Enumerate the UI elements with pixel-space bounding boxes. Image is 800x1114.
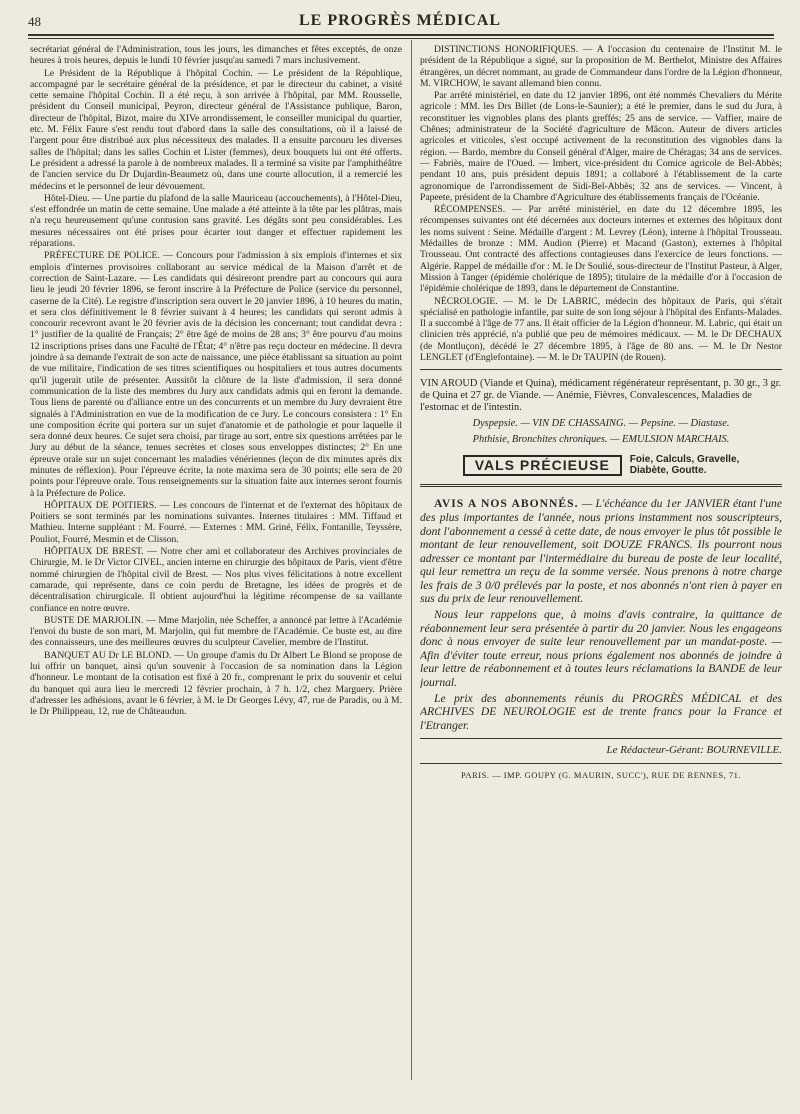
right-column (420, 44, 782, 1094)
editor-signature: Le Rédacteur-Gérant: BOURNEVILLE. (606, 744, 782, 757)
left-paragraph: PRÉFECTURE DE POLICE. — Concours pour l'admission à six emplois d'internes et six emplois d'internes provisoires collaborant au service médical de la Maison d'arrêt et de correction de Saint-Lazare. — Les candidats qui désireront prendre part au concours qui aura lieu le jeudi 20 février 1896, se feront inscrire à la Préfecture de Police (service du personnel, caserne de la Cité). Le registre d'inscription sera ouvert le 20 janvier 1896, à 10 heures du matin, et sera clos définitivement le 8 février suivant à 4 heures; les candidats qui seront admis à concourir recevront avant le 20 février avis de la décision les concernant; tout candidat devra : 1° justifier de la qualité de Français; 2° être âgé de moins de 28 ans; 3° être pourvu d'au moins 12 inscriptions prises dans une Faculté de l'État; 4° n'être pas reçu docteur en médecine. Il devra joindre à sa demande l'extrait de son acte de naissance, une pièce établissant sa situation au point de vue militaire, l'indication de ses titres scientifiques ou hospitaliers et tous autres documents qu'il jugerait utile de présenter. Aussitôt la clôture de la liste d'admission, il sera donné communication de la liste des membres du Jury aux candidats admis qui en feront la demande. Tous liens de parenté ou d'alliance entre un des concurrents et un membre du Jury devraient être signalés à l'Administration en vue de la modification de ce Jury. Le concours consistera : 1° En une composition écrite qui portera sur un sujet d'anatomie et de pathologie et pour laquelle il sera donné deux heures. Ce sujet sera choisi, par tirage au sort, entre six questions arrêtées par le Jury au début de la séance, tenues secrètes et closes sous enveloppes distinctes; 2° En une épreuve orale sur un sujet concernant les maladies vénériennes (leçon de dix minutes après dix minutes de réflexion). Pour l'épreuve écrite, la note maxima sera de 30 points; elle sera de 20 points pour l'épreuve orale. Tous renseignements sur la situation faite aux internes seront fournis à la Préfecture de Police. (30, 250, 402, 499)
left-paragraph: BUSTE DE MARJOLIN. — Mme Marjolin, née Scheffer, a annoncé par lettre à l'Académie l'envoi du buste de son mari, M. Marjolin, qui fut membre de l'Académie. Ce buste est, au dire des connaisseurs, une des meilleures œuvres du sculpteur Cavelier, membre de l'Institut. (30, 614, 402, 649)
running-title: LE PROGRÈS MÉDICAL (298, 12, 502, 29)
ad-block (420, 378, 782, 476)
vals-side-line-2: Diabète, Goutte. (629, 465, 707, 477)
right-paragraph: DISTINCTIONS HONORIFIQUES. — A l'occasion du centenaire de l'Institut M. le président de la République a signé, sur la proposition de M. Berthelot, Ministre des Affaires étrangères, un décret nommant, au grade de Commandeur dans l'ordre de la Légion d'honneur, M. VIRCHOW, le savant allemand bien connu. (420, 44, 782, 89)
left-paragraph: secrétariat général de l'Administration, tous les jours, les dimanches et fêtes exceptés, de onze heures à trois heures, depuis le lundi 10 février jusqu'au samedi 7 mars inclusivement. (30, 44, 402, 67)
vals-advert (420, 454, 782, 476)
vals-indications (630, 454, 740, 476)
ad-phthisie: Phthisie, Bronchites chroniques. — EMULSION MARCHAIS. (472, 434, 730, 446)
vals-side-line-1: Foie, Calculs, Gravelle, (629, 454, 740, 466)
column-divider (411, 40, 412, 1080)
notice-divider (420, 484, 782, 487)
vals-title: VALS PRÉCIEUSE (463, 455, 622, 476)
left-paragraph: Hôtel-Dieu. — Une partie du plafond de la salle Mauriceau (accouchements), à l'Hôtel-Dieu, s'est effondrée un matin de cette semaine. Une malade a été atteinte à la tête par les plâtras, mais n'a reçu heureusement qu'une contusion sans gravité. Les dégâts sont peu considérables. Les mesures nécessaires ont été prises pour écarter tout danger et effectuer rapidement les réparations. (30, 192, 402, 250)
left-paragraph: HÔPITAUX DE POITIERS. — Les concours de l'internat et de l'externat des hôpitaux de Poitiers se sont terminés par les nominations suivantes. Internes titulaires : MM. Tiffaud et Mathieu. Interne suppléant : M. Fourré. — Externes : MM. Griné, Félix, Fontanille, Teyssère, Pouliot, Fourré, Mesmin et de Clisson. (30, 499, 402, 545)
signature-divider (420, 738, 782, 739)
header-rule (28, 34, 774, 39)
right-paragraph: RÉCOMPENSES. — Par arrêté ministériel, en date du 12 décembre 1895, les récompenses suivantes ont été décernées aux docteurs internes et externes des hôpitaux dont les noms suivent : Seine. Médaille d'argent : M. Levrey (Léon), interne à l'hôpital Trousseau. Médailles de bronze : MM. Audion (Pierre) et Macand (Gaston), externes à l'hôpital Trousseau. Ont contracté des affections contagieuses dans l'exercice de leurs fonctions. — Algérie. Rappel de médaille d'or : M. le Dr Soulié, sous-directeur de l'Institut Pasteur, à Alger, Mission à Tanger (épidémie cholérique de 1895); titulaire de la médaille d'or à l'occasion de l'épidémie cholérique de 1893, dans le département de Constantine. (420, 204, 782, 295)
notice-paragraph-3: Le prix des abonnements réunis du PROGRÈS MÉDICAL et des ARCHIVES DE NEUROLOGIE est de trente francs pour la France et l'Etranger. (420, 691, 782, 732)
imprint-divider (420, 763, 782, 764)
ad-dyspepsie: Dyspepsie. — VIN DE CHASSAING. — Pepsine. — Diastase. (472, 418, 730, 430)
ad-divider (420, 369, 782, 370)
notice-paragraph-2: Nous leur rappelons que, à moins d'avis contraire, la quittance de réabonnement leur sera présentée à partir du 20 janvier. Nous les engageons donc à nous envoyer de suite leur renouvellement par un mandat-poste. — Afin d'éviter toute erreur, nous prions également nos abonnés de joindre à leur lettre de réabonnement et à toutes leurs réclamations la BANDE de leur journal. (420, 608, 782, 690)
subscriber-notice (420, 497, 782, 732)
right-paragraph: NÉCROLOGIE. — M. le Dr LABRIC, médecin des hôpitaux de Paris, qui s'était spécialisé en pathologie infantile, par suite de son long séjour à l'hôpital des Enfants-Malades. Il a succombé à l'âge de 77 ans. Il était officier de la Légion d'honneur. M. Labric, qui était un clinicien très apprécié, n'a publié que peu de mémoires médicaux. — M. le Dr DECHAUX (de Montluçon), décédé le 27 décembre 1895, à l'âge de 80 ans. — M. le Dr Nestor LENGLET (d'Englefontaine). — M. le Dr TAUPIN (de Rouen). (420, 295, 782, 364)
left-column (30, 44, 402, 1094)
right-paragraph: Par arrêté ministériel, en date du 12 janvier 1896, ont été nommés Chevaliers du Mérite agricole : MM. les Drs Billet (de Lons-le-Saunier); a été le premier, dans le sud du Jura, à reconstituer les vignobles plans des plants greffés; 25 ans de service. — Vaffier, maire de Chênes; administrateur de la Société d'agriculture de Mâcon. Auteur de divers articles agricoles et viticoles, s'est occupé activement de la reconstitution des vignobles dans la région. — Bardo, membre du Conseil général d'Alger, maire de Chéragas; 34 ans de services. — Fabriès, maire de l'Oued. — Imbert, vice-président du Comice agricole de Bel-Abbès; pendant 10 ans, puis président depuis 1891; a collaboré à l'établissement de la carte agronomique de l'arrondissement de Sidi-Bel-Abbès; 32 ans de services. — Vincent, à Papeete, président de la Chambre d'Agriculture des établissements français de l'Océanie. (420, 90, 782, 203)
page-number: 48 (28, 14, 41, 29)
left-paragraph: BANQUET AU Dr LE BLOND. — Un groupe d'amis du Dr Albert Le Blond se propose de lui offrir un banquet, ainsi qu'un souvenir à l'occasion de sa nomination dans la Légion d'honneur. Le montant de la cotisation est fixé à 20 fr., comprenant le prix du souvenir et celui du banquet qui aura lieu le mercredi 12 février prochain, à 7 h. 1/2, chez Marguery. Prière d'adresser les adhésions, avant le 6 février, à M. le Dr Georges Lévy, 47, rue de Paradis, ou à M. le Dr Philippeau, 12, rue de Châteaudun. (30, 649, 402, 718)
left-paragraph: HÔPITAUX DE BREST. — Notre cher ami et collaborateur des Archives provinciales de Chirurgie, M. le Dr Victor CIVEL, ancien interne en chirurgie des hôpitaux de Paris, vient d'être nommé chirurgien de l'hôpital civil de Brest. — Nos plus vives félicitations à notre excellent camarade, qui représente, dans ce coin perdu de Bretagne, les idées de progrès et de décentralisation chirurgicale. Il obtient aujourd'hui la légitime récompense de sa vaillante confiance en notre œuvre. (30, 546, 402, 614)
printer-imprint: PARIS. — IMP. GOUPY (G. MAURIN, SUCC'), RUE DE RENNES, 71. (461, 769, 741, 780)
left-paragraph: Le Président de la République à l'hôpital Cochin. — Le président de la République, accompagné par le secrétaire général de la présidence, et par le directeur du cabinet, a visité cette semaine l'hôpital Cochin. Il a été reçu, à son arrivée à l'hôpital, par MM. Rousselle, président du Conseil municipal, Peyron, directeur général de l'Assistance publique, Baron, directeur de l'hôpital, Bizot, maire du XIVe arrondissement, le conseiller municipal du quartier, etc. M. Félix Faure s'est rendu tout d'abord dans la salle des consultations, où il a laissé de l'argent pour être distribué aux plus nécessiteux des malades. Il a ensuite parcouru les diverses salles de l'hôpital; dans les salles Cochin et Lister (femmes), deux bouquets lui ont été offerts. Le président a adressé la parole à de nombreux malades. Il a terminé sa visite par l'amphithéâtre de l'ancien service du Dr Dujardin-Beaumetz où, dans une courte allocution, il a remercié les médecins et le personnel de leur dévouement. (30, 67, 402, 192)
ad-vin-aroud: VIN AROUD (Viande et Quina), médicament régénérateur représentant, p. 30 gr., 3 gr. de Quina et 27 gr. de Viande. — Anémie, Fièvres, Convalescences, Maladies de l'estomac et de l'intestin. (420, 378, 782, 414)
notice-paragraph-1 (420, 497, 782, 606)
notice-text-1: — L'échéance du 1er JANVIER étant l'une des plus importantes de l'année, nous prions instamment nos souscripteurs, dont l'abonnement a cessé à cette date, de nous envoyer le plus tôt possible le montant de leur renouvellement, soit DOUZE FRANCS. Ils pourront nous adresser ce montant par l'intermédiaire du bureau de poste de leur localité, qui leur remettra un reçu de la somme versée. Nous prenons à notre charge les frais de 3 0/0 prélevés par la poste, et nos abonnés n'ont rien à payer en sus du prix de leur renouvellement. (420, 497, 782, 606)
notice-title: AVIS A NOS ABONNÉS. (434, 497, 579, 511)
